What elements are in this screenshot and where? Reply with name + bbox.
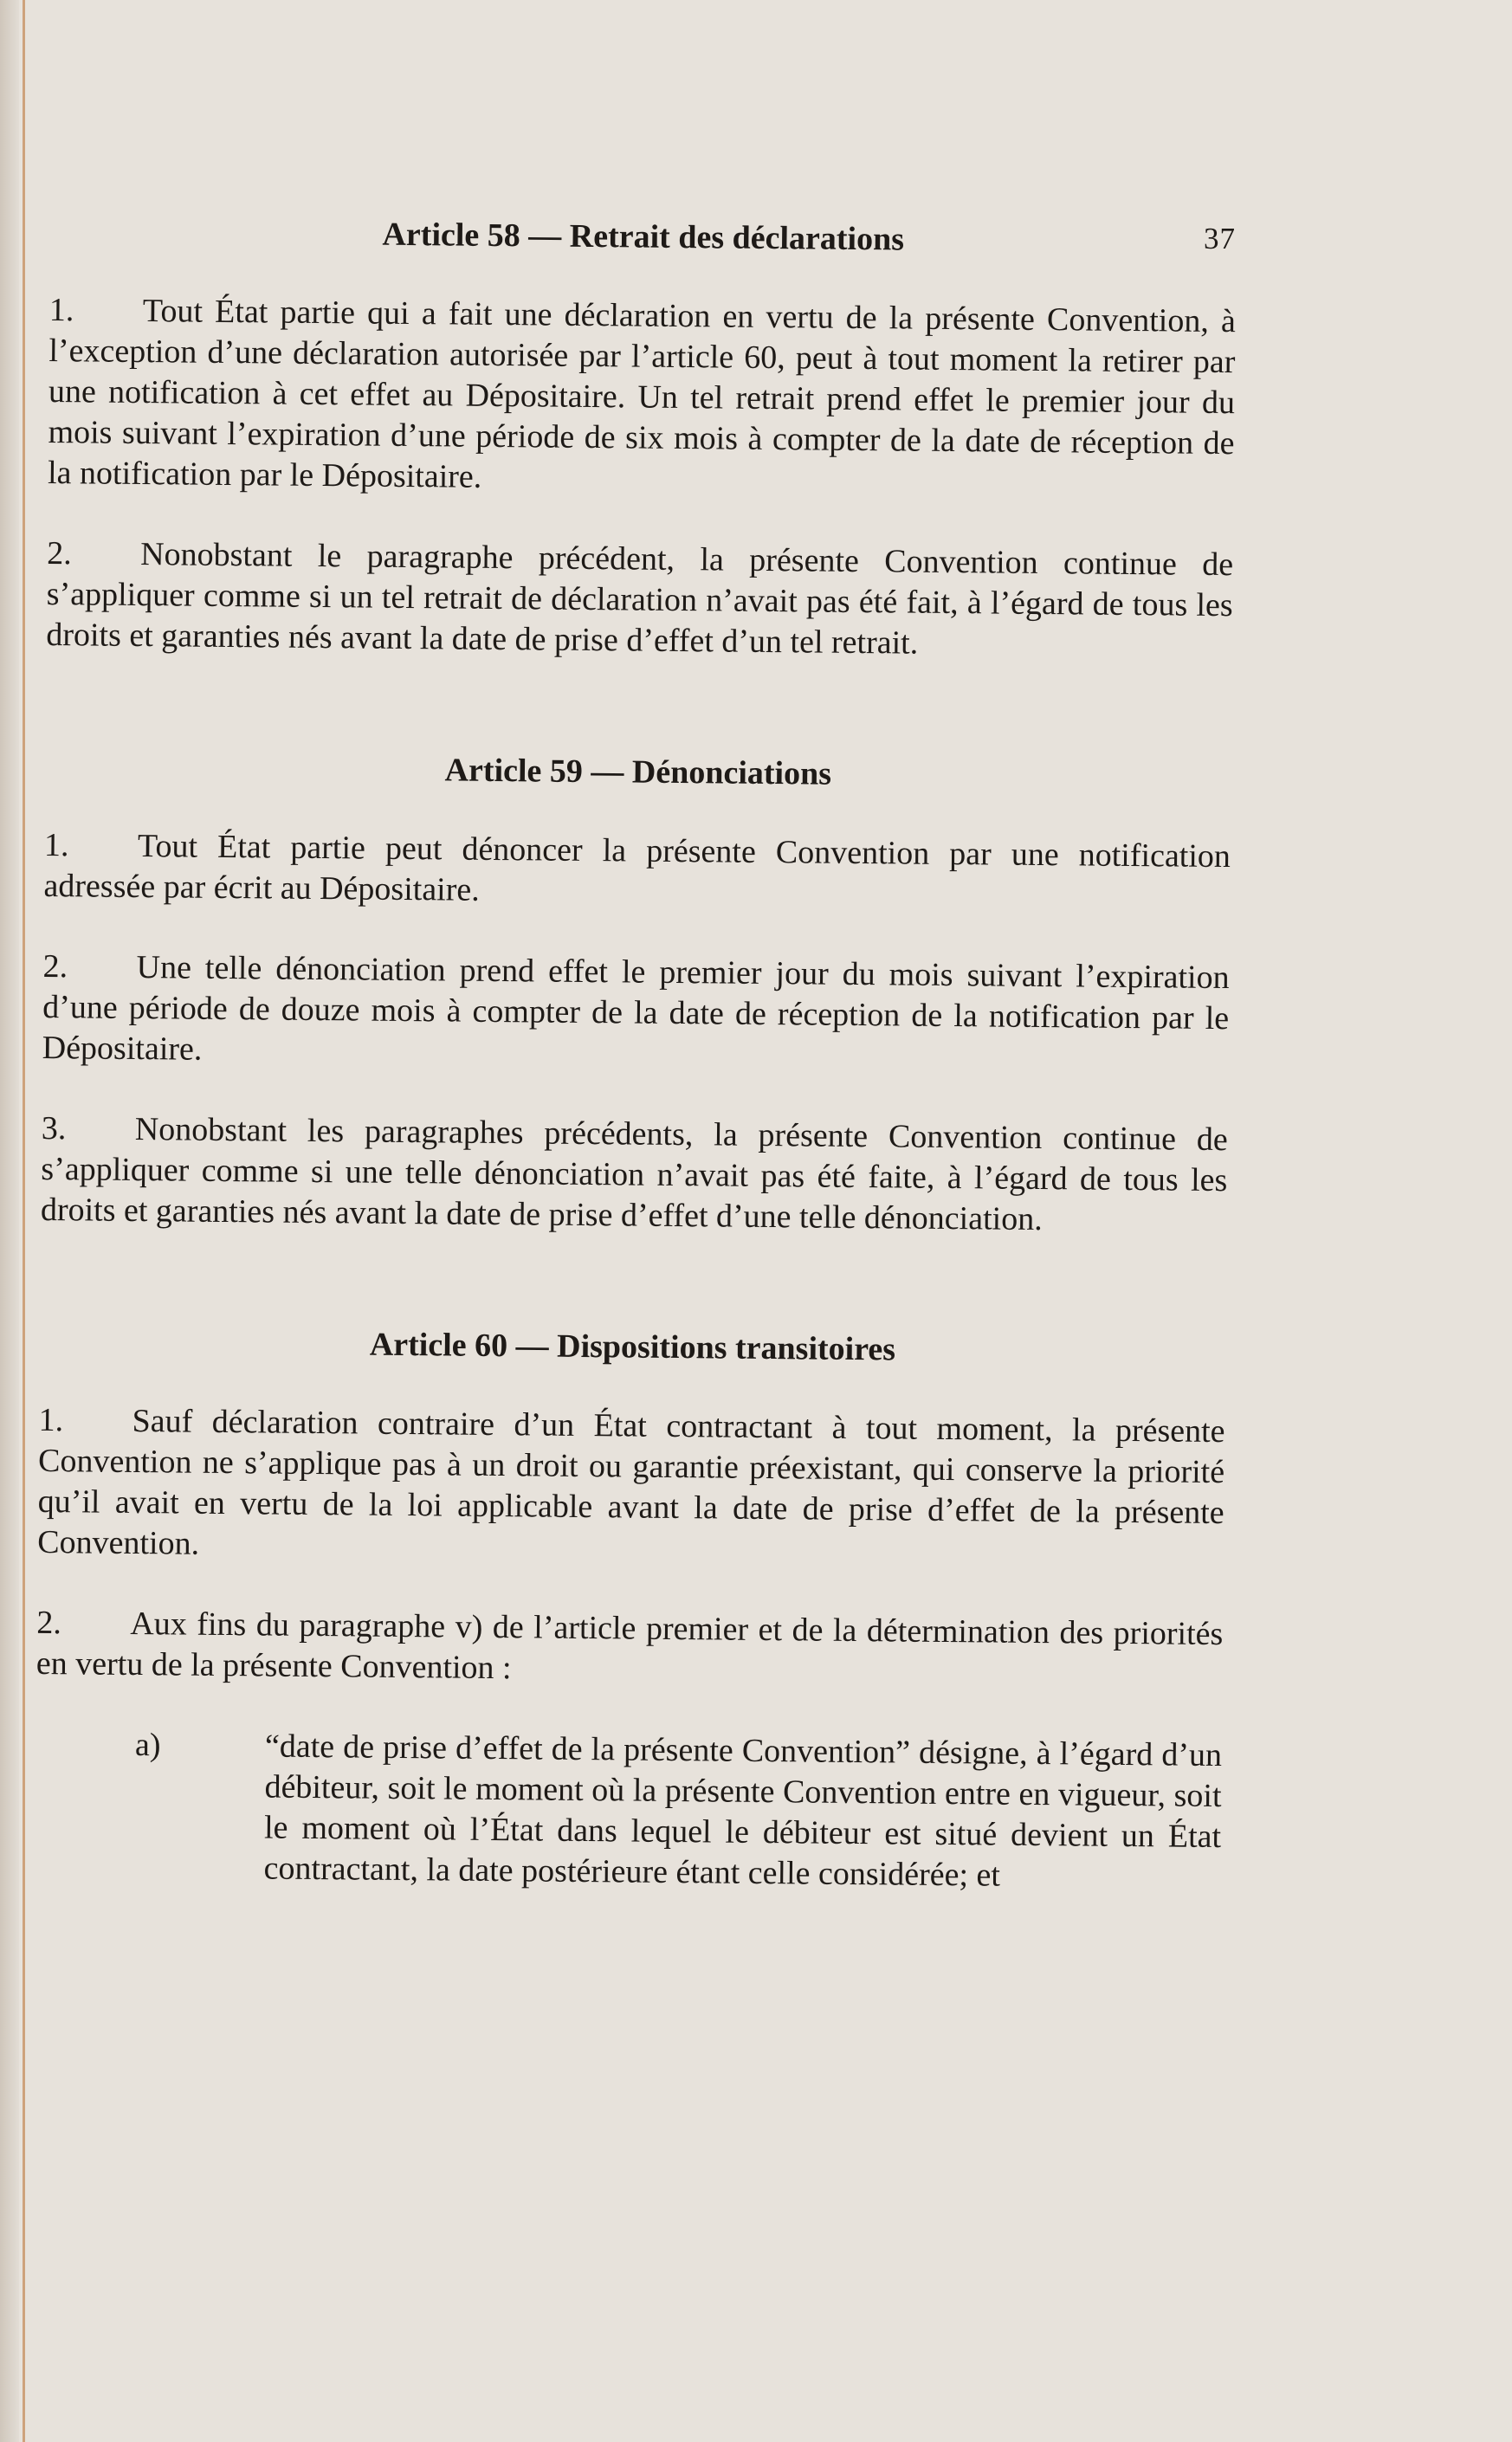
article-58-title: Article 58 — Retrait des déclarations bbox=[382, 216, 905, 258]
list-item-marker: a) bbox=[134, 1727, 161, 1764]
paragraph-number: 1. bbox=[38, 1401, 64, 1439]
article-59-paragraph-2 bbox=[42, 946, 1230, 1080]
binding-edge-line bbox=[23, 0, 25, 2442]
paragraph-text: Nonobstant les paragraphes précédents, la présente Convention continue de s’appliquer comme si une telle dénonciation n’avait pas été faite, à l’égard de tous les droits et garanties nés avant la date de prise d’effet d’une telle dénonciation. bbox=[40, 1110, 1228, 1238]
page-number: 37 bbox=[1204, 222, 1236, 255]
article-58-section bbox=[46, 212, 1237, 667]
article-60-title: Article 60 — Dispositions transitoires bbox=[369, 1326, 896, 1368]
article-58-paragraph-1 bbox=[48, 290, 1236, 505]
paragraph-text: Sauf déclaration contraire d’un État contractant à tout moment, la présente Convention ne s’applique pas à un droit ou garantie préexistant, qui conserve la priorité qu’il avait en vertu de la loi applicable avant la date de prise d’effet de la présente Convention. bbox=[37, 1402, 1225, 1562]
article-60-paragraph-1 bbox=[37, 1400, 1225, 1574]
paragraph-number: 1. bbox=[43, 826, 69, 864]
article-59-paragraph-3 bbox=[41, 1108, 1228, 1242]
article-59-section bbox=[41, 747, 1231, 1242]
article-59-title: Article 59 — Dénonciations bbox=[444, 752, 832, 792]
article-60-paragraph-2 bbox=[36, 1603, 1224, 1696]
paragraph-number: 2. bbox=[47, 534, 72, 572]
paragraph-number: 2. bbox=[42, 947, 68, 985]
paragraph-text: Une telle dénonciation prend effet le premier jour du mois suivant l’expiration d’une période de douze mois à compter de la date de réception de la notification par le Dépositaire. bbox=[42, 948, 1230, 1068]
paragraph-number: 2. bbox=[36, 1604, 62, 1642]
paragraph-number: 3. bbox=[41, 1109, 67, 1147]
paragraph-number: 1. bbox=[48, 291, 74, 329]
paragraph-text: Aux fins du paragraphe v) de l’article premier et de la détermination des priorités en vertu de la présente Convention : bbox=[36, 1605, 1224, 1687]
paragraph-text: Nonobstant le paragraphe précédent, la présente Convention continue de s’appliquer comme si un tel retrait de déclaration n’avait pas été fait, à l’égard de tous les droits et garanties nés avant la date de prise d’effet d’un tel retrait. bbox=[46, 536, 1234, 662]
article-58-paragraph-2 bbox=[46, 533, 1233, 667]
list-item-text: “date de prise d’effet de la présente Convention” désigne, à l’égard d’un débiteur, soit le moment où la présente Convention entre en vigueur, soit le moment où l’État dans lequel le débiteur est situé devient un État contractant, la date postérieure étant celle considérée; et bbox=[263, 1728, 1223, 1894]
paragraph-text: Tout État partie qui a fait une déclaration en vertu de la présente Convention, à l’exception d’une déclaration autorisée par l’article 60, peut à tout moment la retirer par une notification à cet effet au Dépositaire. Un tel retrait prend effet le premier jour du mois suivant l’expiration d’une période de six mois à compter de la date de réception de la notification par le Dépositaire. bbox=[47, 293, 1237, 495]
page-gutter-shadow bbox=[0, 0, 19, 2442]
paragraph-text: Tout État partie peut dénoncer la présente Convention par une notification adressée par écrit au Dépositaire. bbox=[43, 828, 1231, 908]
article-60-section bbox=[34, 1322, 1225, 1898]
article-59-paragraph-1 bbox=[43, 825, 1231, 918]
article-60-item-a bbox=[34, 1724, 1222, 1898]
page-content bbox=[34, 212, 1237, 1898]
